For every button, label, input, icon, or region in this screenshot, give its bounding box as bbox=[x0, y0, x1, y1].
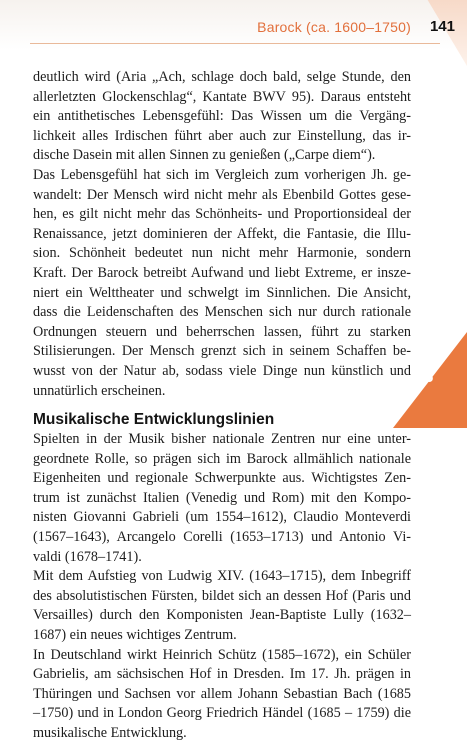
section-heading: Musikalische Entwicklungslinien bbox=[33, 411, 275, 429]
text-line: ein antithetisches Lebensgefühl: Das Wissen um die Vergäng- bbox=[33, 108, 411, 125]
running-head: Barock (ca. 1600–1750) bbox=[257, 19, 411, 35]
text-line: –1750) und in London Georg Friedrich Händel (1685 – 1759) die bbox=[33, 705, 411, 722]
text-line: Ordnungen steuern und beherrschen lassen, führt zu starken bbox=[33, 323, 411, 340]
text-line: Gabrielis, am sächsischen Hof in Dresden. Im 17. Jh. prägen in bbox=[33, 666, 411, 683]
text-line: des absolutistischen Fürsten, bildet sich an dessen Hof (Paris und bbox=[33, 587, 411, 604]
text-line: wandelt: Der Mensch wird nicht mehr als Ebenbild Gottes gese- bbox=[33, 186, 411, 203]
text-line: musikalische Entwicklung. bbox=[33, 725, 187, 741]
text-line: valdi (1678–1741). bbox=[33, 548, 142, 565]
text-line: 1687) ein neues wichtiges Zentrum. bbox=[33, 627, 237, 644]
text-line: allerletzten Glockenschlag“, Kantate BWV 95). Daraus entsteht bbox=[33, 88, 411, 105]
text-line: Versailles) durch den Komponisten Jean-Baptiste Lully (1632– bbox=[33, 607, 411, 624]
text-line: Eigenheiten und regionale Schwerpunkte aus. Wichtigstes Zen- bbox=[33, 470, 411, 487]
text-line: Mit dem Aufstieg von Ludwig XIV. (1643–1715), dem Inbegriff bbox=[33, 568, 411, 585]
text-line: nisten Giovanni Gabrieli (um 1554–1612), Claudio Monteverdi bbox=[33, 509, 411, 526]
text-line: Stilisierungen. Der Mensch grenzt sich in seinem Schaffen be- bbox=[33, 343, 411, 360]
page-number: 141 bbox=[429, 18, 455, 35]
text-line: wusst von der Natur ab, sodass viele Dinge nun künstlich und bbox=[33, 362, 411, 379]
text-line: Thüringen und Sachsen vor allem Johann Sebastian Bach (1685 bbox=[33, 685, 411, 702]
text-line: In Deutschland wirkt Heinrich Schütz (1585–1672), ein Schüler bbox=[33, 646, 411, 663]
text-line: unnatürlich erscheinen. bbox=[33, 382, 166, 399]
text-line: Renaissance, jetzt dominieren der Affekt, die Fantasie, die Illu- bbox=[33, 225, 411, 242]
text-line: Spielten in der Musik bisher nationale Zentren nur eine unter- bbox=[33, 431, 411, 448]
body-text bbox=[33, 68, 411, 744]
text-line: dass die Leidenschaften des Menschen sich nur durch rationale bbox=[33, 304, 411, 321]
text-line: trum ist zunächst Italien (Venedig und Rom) mit den Kompo- bbox=[33, 489, 411, 506]
text-line: sion. Schönheit bedeutet nun nicht mehr Harmonie, sondern bbox=[33, 245, 411, 262]
text-line: lichkeit alles Irdischen führt aber auch zur Einstellung, das ir- bbox=[33, 127, 411, 144]
chapter-tab-number: 6 bbox=[424, 369, 434, 386]
text-line: niert ein Welttheater und schwelgt im Sinnlichen. Die Ansicht, bbox=[33, 284, 411, 301]
text-line: geordnete Rolle, so prägen sich im Barock allmählich nationale bbox=[33, 450, 411, 467]
text-line: deutlich wird (Aria „Ach, schlage doch bald, selge Stunde, den bbox=[33, 69, 411, 85]
intro-paragraphs bbox=[33, 68, 411, 401]
text-line: Das Lebensgefühl hat sich im Vergleich zum vorherigen Jh. ge- bbox=[33, 166, 411, 183]
header-rule bbox=[30, 43, 440, 44]
text-line: dische Dasein mit allen Sinnen zu genießen („Carpe diem“). bbox=[33, 147, 376, 164]
text-line: Kraft. Der Barock betreibt Aufwand und liebt Extreme, er insze- bbox=[33, 264, 411, 281]
text-line: hen, es gilt nicht mehr das Schönheits- und Proportionsideal der bbox=[33, 206, 411, 223]
text-line: (1567–1643), Arcangelo Corelli (1653–1713) und Antonio Vi- bbox=[33, 529, 411, 546]
section-paragraphs bbox=[33, 430, 411, 744]
